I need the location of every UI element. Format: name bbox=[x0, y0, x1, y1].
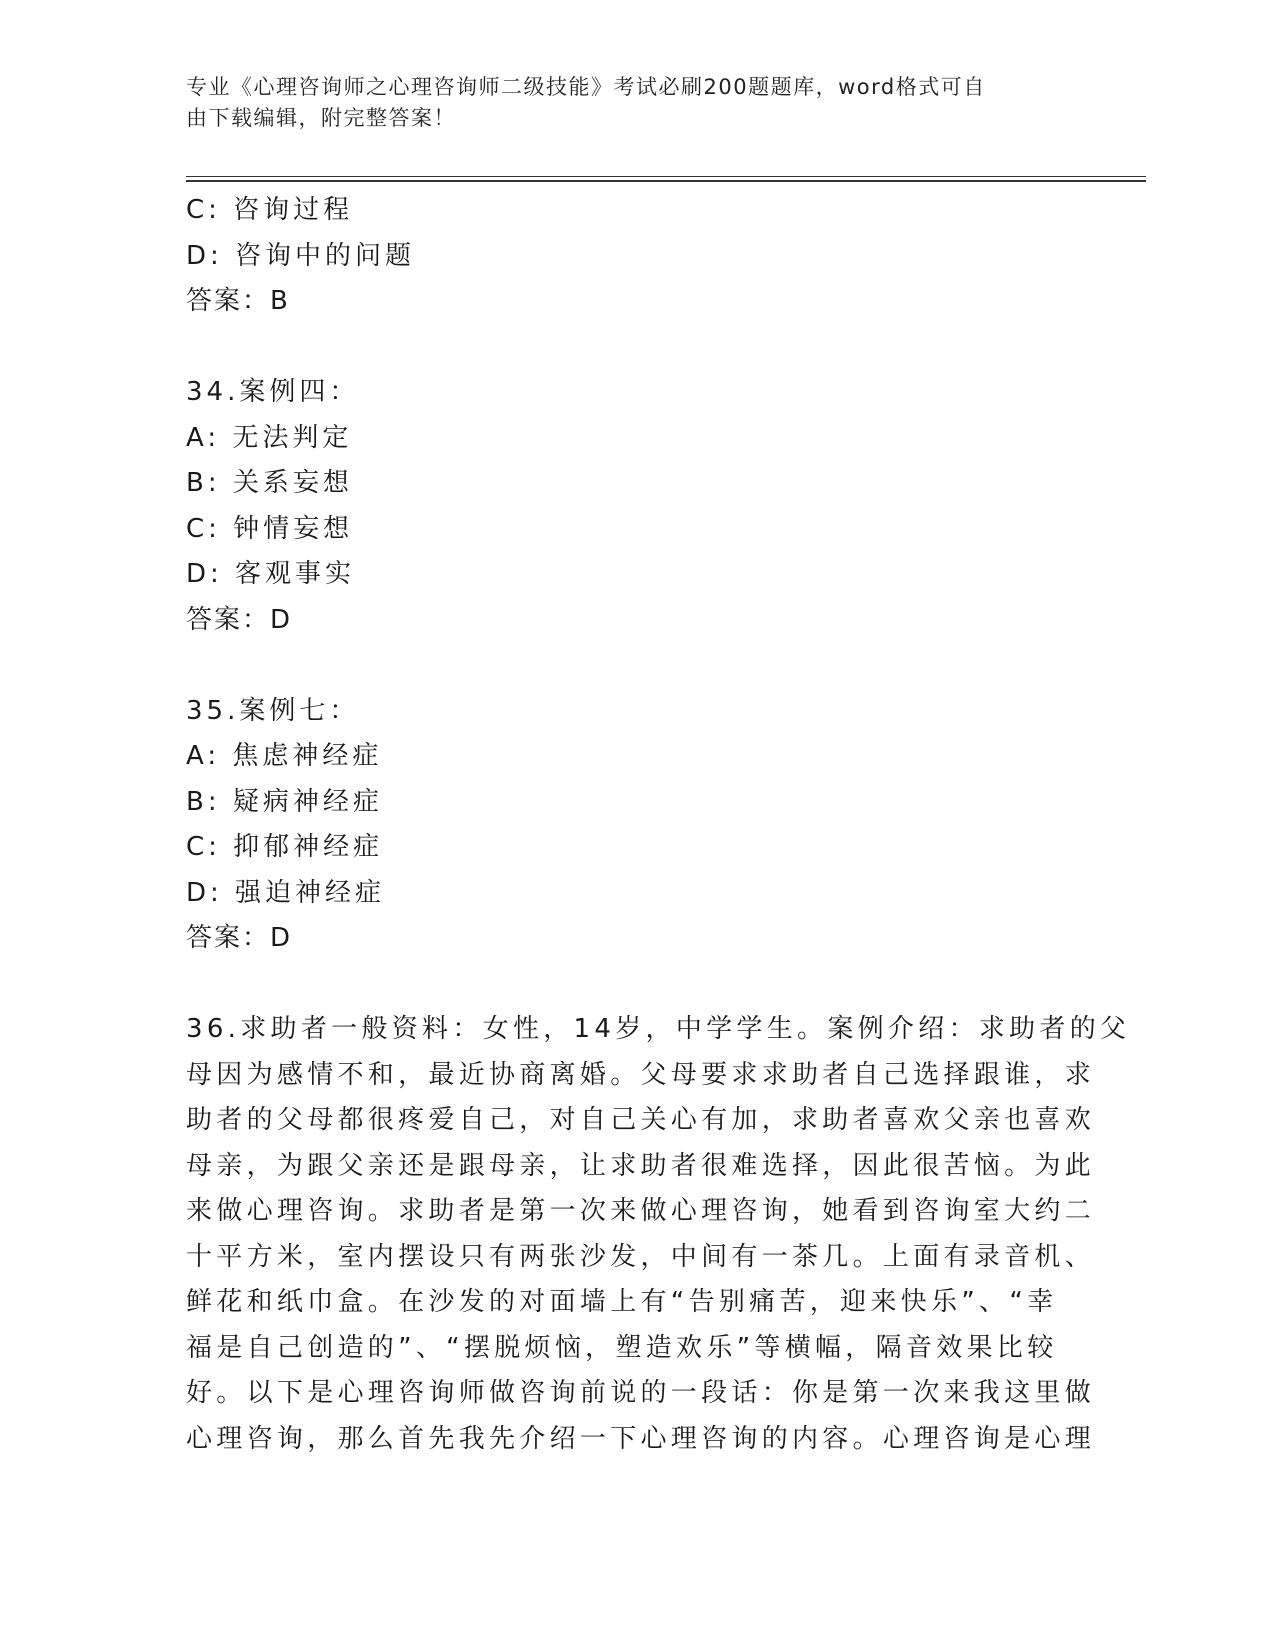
option-d: D: 客观事实 bbox=[186, 559, 356, 589]
question-block-35 bbox=[186, 689, 1076, 962]
paragraph-line: 36.求助者一般资料：女性，14岁，中学学生。案例介绍：求助者的父 bbox=[186, 1014, 1131, 1044]
question-title: 35.案例七： bbox=[186, 695, 360, 726]
answer-line: 答案：D bbox=[186, 604, 293, 635]
option-d: D: 强迫神经症 bbox=[186, 877, 386, 908]
option-c: C: 咨询过程 bbox=[186, 195, 354, 225]
header-text bbox=[186, 72, 1066, 134]
paragraph-line: 助者的父母都很疼爱自己，对自己关心有加，求助者喜欢父亲也喜欢 bbox=[186, 1105, 1096, 1135]
option-c: C: 钟情妄想 bbox=[186, 513, 354, 544]
question-title: 34.案例四： bbox=[186, 377, 360, 407]
paragraph-line: 母因为感情不和，最近协商离婚。父母要求求助者自己选择跟谁，求 bbox=[186, 1059, 1096, 1090]
question-block-36 bbox=[186, 1007, 1131, 1462]
question-block-33 bbox=[186, 188, 1076, 325]
paragraph-line: 十平方米，室内摆设只有两张沙发，中间有一茶几。上面有录音机、 bbox=[186, 1241, 1096, 1272]
option-d: D: 咨询中的问题 bbox=[186, 240, 416, 271]
option-a: A: 无法判定 bbox=[186, 422, 353, 453]
option-b: B: 关系妄想 bbox=[186, 468, 353, 498]
spacer bbox=[186, 962, 1076, 1008]
paragraph-line: 鲜花和纸巾盒。在沙发的对面墙上有“告别痛苦，迎来快乐”、“幸 bbox=[186, 1287, 1058, 1317]
answer-line: 答案：B bbox=[186, 286, 290, 316]
header-divider-thin bbox=[186, 176, 1146, 177]
header-line-2: 由下载编辑，附完整答案！ bbox=[186, 106, 456, 130]
document-body bbox=[186, 188, 1131, 1462]
paragraph-line: 母亲，为跟父亲还是跟母亲，让求助者很难选择，因此很苦恼。为此 bbox=[186, 1150, 1096, 1181]
option-a: A: 焦虑神经症 bbox=[186, 741, 383, 771]
spacer bbox=[186, 325, 1076, 371]
paragraph-line: 福是自己创造的”、“摆脱烦恼，塑造欢乐”等横幅，隔音效果比较 bbox=[186, 1332, 1058, 1363]
option-b: B: 疑病神经症 bbox=[186, 786, 383, 817]
paragraph-line: 心理咨询，那么首先我先介绍一下心理咨询的内容。心理咨询是心理 bbox=[186, 1423, 1096, 1454]
paragraph-line: 好。以下是心理咨询师做咨询前说的一段话：你是第一次来我这里做 bbox=[186, 1378, 1096, 1408]
answer-line: 答案：D bbox=[186, 923, 293, 953]
question-block-34 bbox=[186, 370, 1076, 643]
header-line-1: 专业《心理咨询师之心理咨询师二级技能》考试必刷200题题库，word格式可自 bbox=[186, 75, 986, 99]
paragraph-line: 来做心理咨询。求助者是第一次来做心理咨询，她看到咨询室大约二 bbox=[186, 1196, 1096, 1226]
option-c: C: 抑郁神经症 bbox=[186, 832, 384, 862]
spacer bbox=[186, 643, 1076, 689]
header-divider-thick bbox=[186, 180, 1146, 182]
